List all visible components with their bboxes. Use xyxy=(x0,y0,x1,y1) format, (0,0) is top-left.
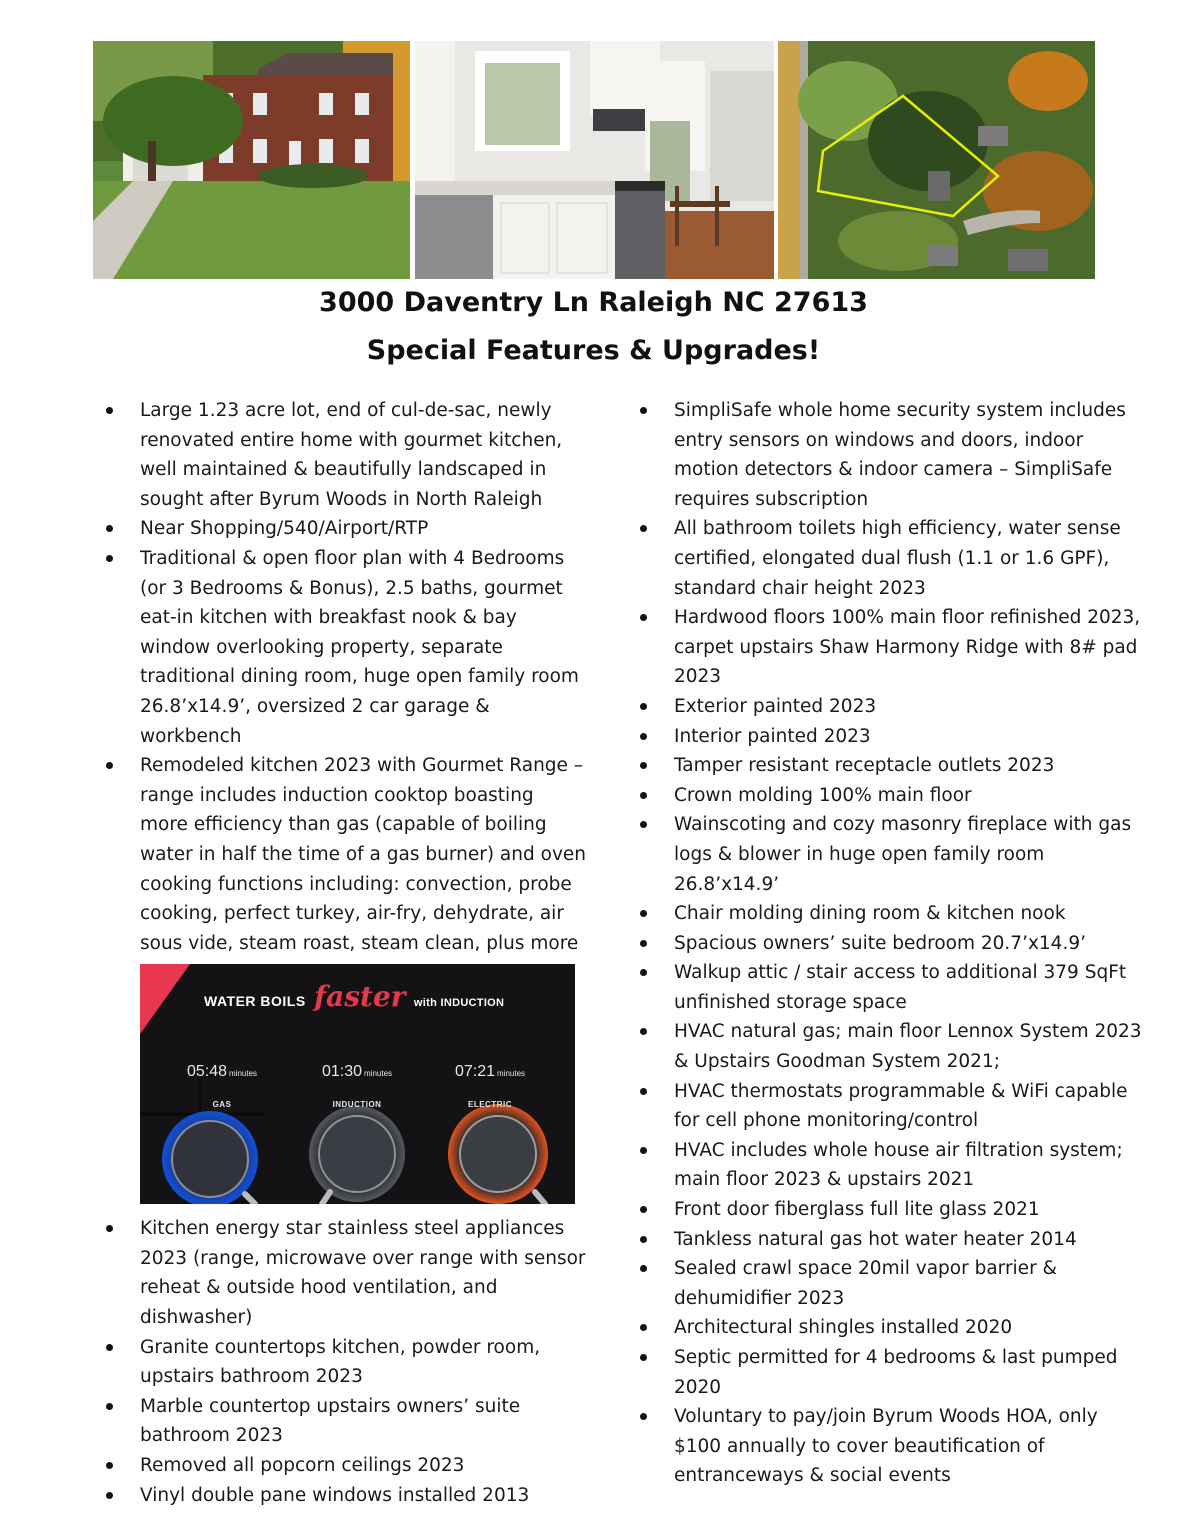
induction-timer xyxy=(297,1056,417,1119)
list-item: Exterior painted 2023 xyxy=(634,692,1144,722)
list-item: HVAC natural gas; main floor Lennox System 2023 & Upstairs Goodman System 2021; xyxy=(634,1017,1144,1076)
list-item: Walkup attic / stair access to additional 379 SqFt unfinished storage space xyxy=(634,958,1144,1017)
right-feature-list xyxy=(634,396,1144,1491)
gas-timer xyxy=(162,1056,282,1119)
list-item: Granite countertops kitchen, powder room, upstairs bathroom 2023 xyxy=(100,1333,587,1392)
kitchen-photo xyxy=(415,41,774,279)
list-item: SimpliSafe whole home security system includes entry sensors on windows and doors, indoor motion detectors & indoor camera – SimpliSafe requires subscription xyxy=(634,396,1144,514)
aerial-lot-photo xyxy=(778,41,1095,279)
timer-value: 01:30 xyxy=(321,1063,363,1081)
list-item: Septic permitted for 4 bedrooms & last pumped 2020 xyxy=(634,1343,1144,1402)
list-item: Chair molding dining room & kitchen nook xyxy=(634,899,1144,929)
list-item: Spacious owners’ suite bedroom 20.7’x14.9’ xyxy=(634,929,1144,959)
timer-value: 05:48 xyxy=(186,1063,228,1081)
list-item: HVAC thermostats programmable & WiFi capable for cell phone monitoring/control xyxy=(634,1077,1144,1136)
list-item: Tankless natural gas hot water heater 2014 xyxy=(634,1225,1144,1255)
list-item: Remodeled kitchen 2023 with Gourmet Range – range includes induction cooktop boasting more efficiency than gas (capable of boiling water in half the time of a gas burner) and oven cooking functions including: convection, probe cooking, perfect turkey, air-fry, dehydrate, air sous vide, steam roast, steam clean, plus more xyxy=(100,751,587,958)
timer-label: INDUCTION xyxy=(332,1099,382,1109)
list-item: Traditional & open floor plan with 4 Bedrooms (or 3 Bedrooms & Bonus), 2.5 baths, gourmet eat-in kitchen with breakfast nook & bay window overlooking property, separate traditional dining room, huge open family room 26.8’x14.9’, oversized 2 car garage & workbench xyxy=(100,544,587,751)
list-item: Removed all popcorn ceilings 2023 xyxy=(100,1451,587,1481)
list-item: All bathroom toilets high efficiency, water sense certified, elongated dual flush (1.1 or 1.6 GPF), standard chair height 2023 xyxy=(634,514,1144,603)
list-item: Crown molding 100% main floor xyxy=(634,781,1144,811)
electric-timer xyxy=(430,1056,550,1119)
list-item: Hardwood floors 100% main floor refinished 2023, carpet upstairs Shaw Harmony Ridge with 8# pad 2023 xyxy=(634,603,1144,692)
timer-label: GAS xyxy=(212,1099,232,1109)
list-item: Wainscoting and cozy masonry fireplace with gas logs & blower in huge open family room 26.8’x14.9’ xyxy=(634,810,1144,899)
list-item: Sealed crawl space 20mil vapor barrier & dehumidifier 2023 xyxy=(634,1254,1144,1313)
list-item: Front door fiberglass full lite glass 2021 xyxy=(634,1195,1144,1225)
property-address: 3000 Daventry Ln Raleigh NC 27613 xyxy=(319,287,868,318)
list-item: HVAC includes whole house air filtration system; main floor 2023 & upstairs 2021 xyxy=(634,1136,1144,1195)
headline-suffix: with INDUCTION xyxy=(413,997,505,1010)
timer-unit: minutes xyxy=(229,1069,258,1079)
house-exterior-photo xyxy=(93,41,410,279)
list-item: Kitchen energy star stainless steel appliances 2023 (range, microwave over range with sensor reheat & outside hood ventilation, and dishwasher) xyxy=(100,1214,587,1332)
headline-accent: faster xyxy=(314,980,406,1014)
timer-unit: minutes xyxy=(364,1069,393,1079)
list-item: Vinyl double pane windows installed 2013 xyxy=(100,1481,587,1511)
list-item: Large 1.23 acre lot, end of cul-de-sac, newly renovated entire home with gourmet kitchen, well maintained & beautifully landscaped in sought after Byrum Woods in North Raleigh xyxy=(100,396,587,514)
headline-text: WATER BOILS xyxy=(204,993,306,1010)
graphic-headline xyxy=(204,982,504,1019)
left-feature-list xyxy=(100,396,587,1510)
timer-label: ELECTRIC xyxy=(468,1099,512,1109)
list-item: Near Shopping/540/Airport/RTP xyxy=(100,514,587,544)
timer-unit: minutes xyxy=(497,1069,526,1079)
timer-value: 07:21 xyxy=(454,1063,496,1081)
induction-figure-item xyxy=(100,964,587,1214)
induction-comparison-graphic xyxy=(140,964,575,1204)
page-title: Special Features & Upgrades! xyxy=(366,335,821,366)
list-item: Architectural shingles installed 2020 xyxy=(634,1313,1144,1343)
list-item: Marble countertop upstairs owners’ suite bathroom 2023 xyxy=(100,1392,587,1451)
list-item: Voluntary to pay/join Byrum Woods HOA, only $100 annually to cover beautification of entranceways & social events xyxy=(634,1402,1144,1491)
list-item: Interior painted 2023 xyxy=(634,722,1144,752)
list-item: Tamper resistant receptacle outlets 2023 xyxy=(634,751,1144,781)
